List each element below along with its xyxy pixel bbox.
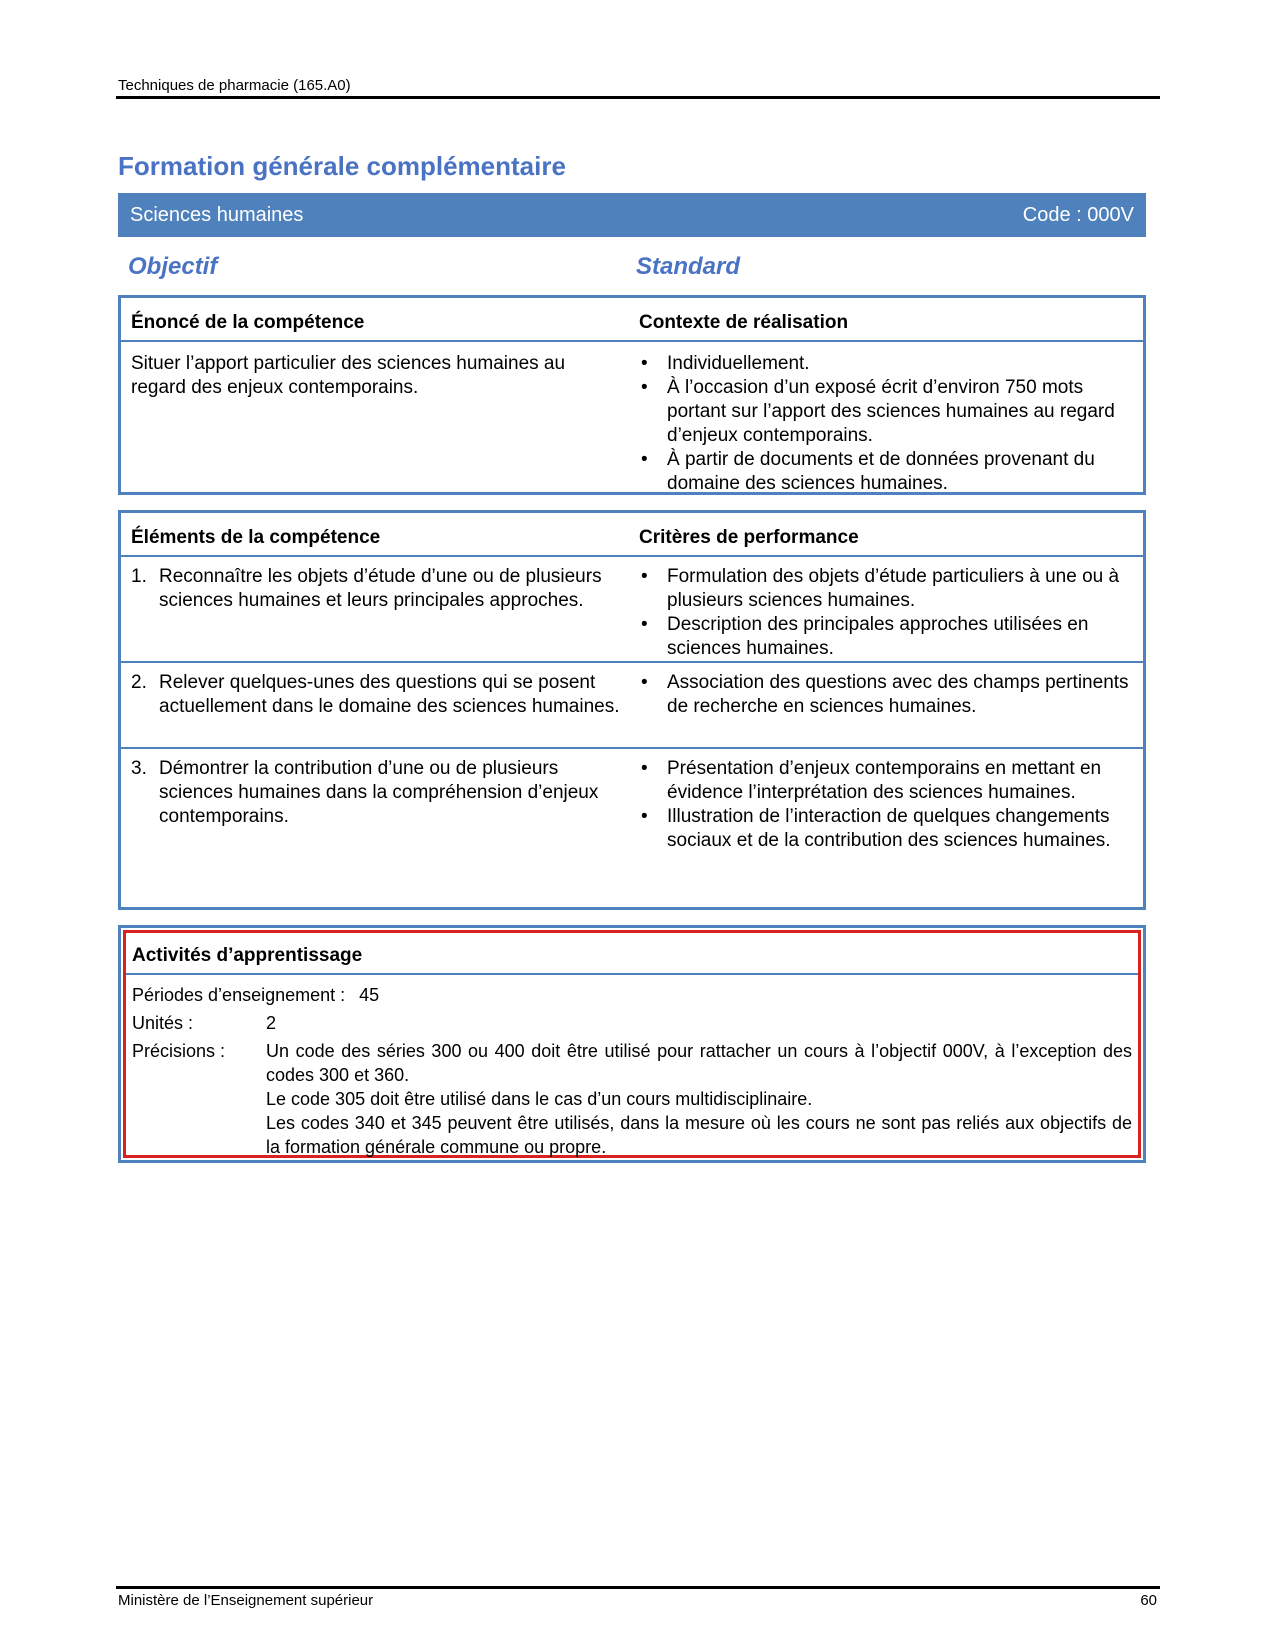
context-header: Contexte de réalisation [639,312,849,333]
units-value: 2 [266,1013,277,1033]
banner-code: Code : 000V [1022,203,1134,226]
list-item: • Illustration de l’interaction de quelques changements sociaux et de la contribution des sciences humaines. [639,805,1135,853]
precisions-label: Précisions : [132,1041,226,1061]
activities-title: Activités d’apprentissage [126,933,1138,975]
competence-statement: Situer l’apport particulier des sciences humaines au regard des enjeux contemporains. [131,353,566,398]
list-item: • À l’occasion d’un exposé écrit d’environ 750 mots portant sur l’apport des sciences humaines au regard d’enjeux contemporains. [639,376,1135,448]
list-item: • À partir de documents et de données provenant du domaine des sciences humaines. [639,448,1135,496]
learning-activities-box [118,925,1146,1163]
element-number: 3. [131,758,147,779]
context-list [639,352,1135,496]
precision-item: Un code des séries 300 ou 400 doit être utilisé pour rattacher un cours à l’objectif 000V, à l’exception des codes 300 et 360. [266,1041,1132,1085]
list-item: • Individuellement. [639,352,1135,376]
precision-item: Le code 305 doit être utilisé dans le cas d’un cours multidisciplinaire. [266,1089,813,1109]
table-row [121,747,1143,853]
element-number: 1. [131,566,147,587]
box1-row [121,342,1143,496]
list-item: • Présentation d’enjeux contemporains en mettant en évidence l’interprétation des sciences humaines. [639,757,1135,805]
criteria-list [639,671,1135,719]
element-number: 2. [131,672,147,693]
precisions-text [266,1039,1132,1159]
criteria-list [639,757,1135,853]
criteria-list [639,565,1135,661]
box2-header [121,513,1143,557]
elements-header: Éléments de la compétence [131,527,381,548]
competence-statement-box [118,295,1146,495]
document-header: Techniques de pharmacie (165.A0) [118,77,351,94]
banner-discipline: Sciences humaines [130,203,304,226]
criteria-header: Critères de performance [639,527,859,548]
box1-header [121,298,1143,342]
element-text: Démontrer la contribution d’une ou de plusieurs sciences humaines dans la compréhension d’enjeux contemporains. [159,758,599,827]
table-row [121,661,1143,747]
standard-label: Standard [636,253,741,280]
periods-value: 45 [359,985,380,1005]
table-row [121,557,1143,661]
page-number: 60 [1140,1592,1157,1609]
competence-elements-box [118,510,1146,910]
header-rule [116,96,1160,99]
statement-header: Énoncé de la compétence [131,312,365,333]
course-banner [118,193,1146,237]
footer-ministry: Ministère de l’Enseignement supérieur [118,1592,374,1609]
element-text: Relever quelques-unes des questions qui se posent actuellement dans le domaine des sciences humaines. [159,672,620,717]
periods-label: Périodes d’enseignement : [132,985,346,1005]
list-item: • Association des questions avec des champs pertinents de recherche en sciences humaines. [639,671,1135,719]
list-item: • Formulation des objets d’étude particuliers à une ou à plusieurs sciences humaines. [639,565,1135,613]
learning-activities-inner [123,930,1141,1158]
section-title: Formation générale complémentaire [118,151,566,181]
units-label: Unités : [132,1013,194,1033]
element-text: Reconnaître les objets d’étude d’une ou de plusieurs sciences humaines et leurs principales approches. [159,566,602,611]
list-item: • Description des principales approches utilisées en sciences humaines. [639,613,1135,661]
footer-rule [116,1586,1160,1589]
precision-item: Les codes 340 et 345 peuvent être utilisés, dans la mesure où les cours ne sont pas reliés aux objectifs de la formation générale commune ou propre. [266,1113,1132,1157]
objectif-label: Objectif [128,253,218,280]
